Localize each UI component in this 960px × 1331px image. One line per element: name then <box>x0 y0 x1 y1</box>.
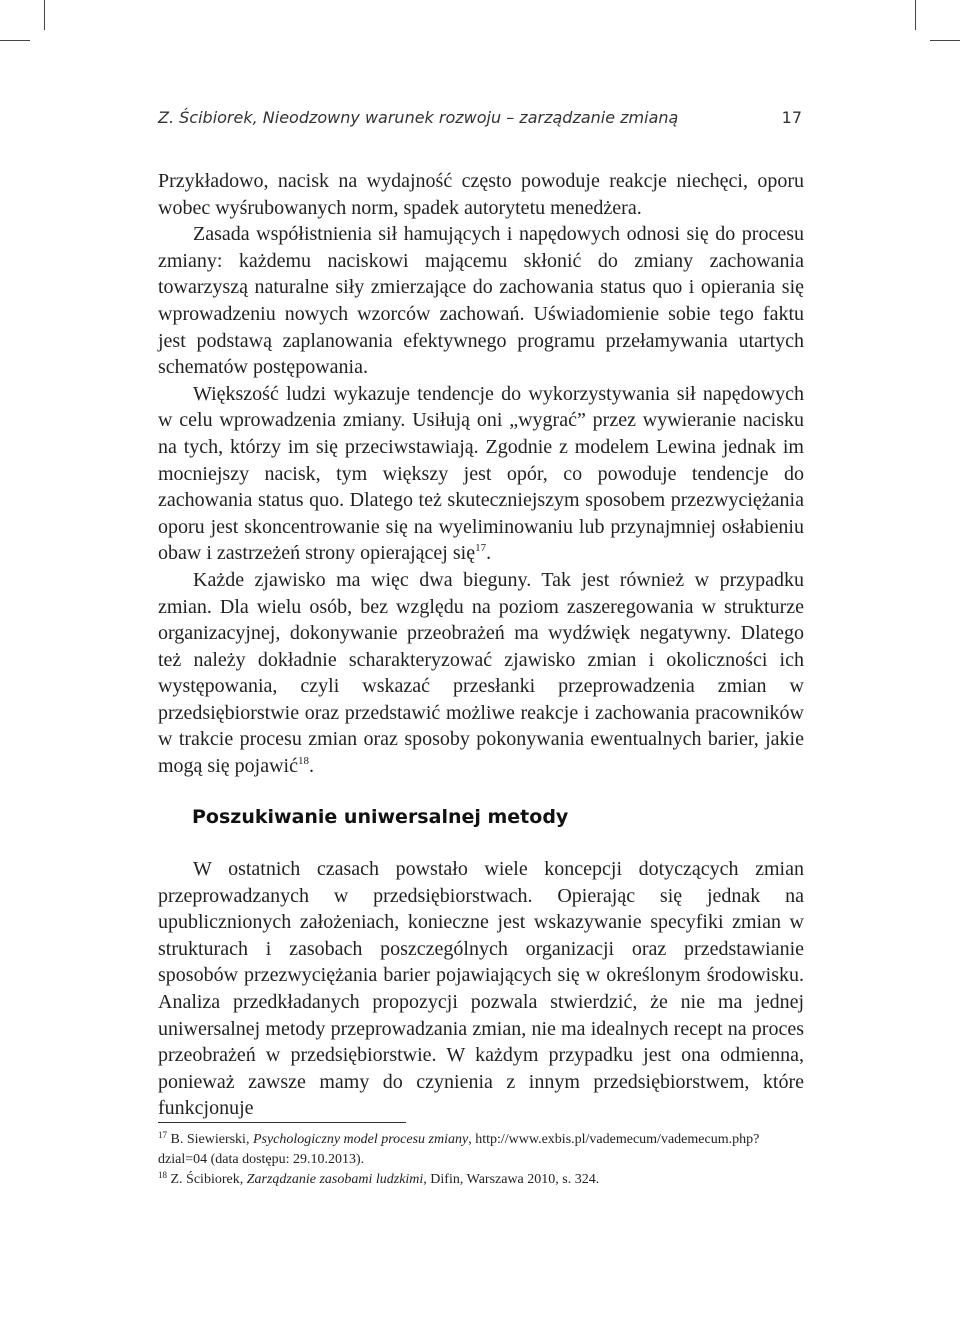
footnote <box>158 1170 804 1190</box>
paragraph-text: Większość ludzi wykazuje tendencje do wykorzystywania sił napędowych w celu wprowadzenia zmiany. Usiłują oni „wygrać” przez wywieranie nacisku na tych, którzy im się przeciwstawiają. Zgodnie z modelem Lewina jednak im mocniejszy nacisk, tym większy jest opór, co powoduje tendencje do zachowania status quo. Dlatego też skuteczniejszym sposobem przezwyciężania oporu jest skoncentrowanie się na wyeliminowaniu lub przynajmniej osłabieniu obaw i zastrzeżeń strony opierającej się <box>158 382 804 565</box>
crop-mark <box>915 0 916 30</box>
paragraph <box>158 381 804 567</box>
paragraph-end: . <box>486 542 492 565</box>
running-header <box>158 108 802 127</box>
paragraph-end: . <box>308 755 314 778</box>
section-heading: Poszukiwanie uniwersalnej metody <box>192 806 569 828</box>
paragraph-text: Każde zjawisko ma więc dwa bieguny. Tak jest również w przypadku zmian. Dla wielu osób, bez względu na poziom zaszeregowania w strukturze organizacyjnej, dokonywanie przeobrażeń ma wydźwięk negatywny. Dlatego też należy dokładnie scharakteryzować zjawisko zmian i okoliczności ich występowania, czyli wskazać przesłanki przeprowadzenia zmian w przedsiębiorstwie oraz przedstawić możliwe reakcje i zachowania pracowników w trakcie procesu zmian oraz sposoby pokonywania ewentualnych barier, jakie mogą się pojawić <box>158 568 804 778</box>
crop-mark <box>930 40 960 41</box>
paragraph: W ostatnich czasach powstało wiele koncepcji dotyczących zmian przeprowadzanych w przedsiębiorstwach. Opierając się jednak na upublicznionych założeniach, konieczne jest wskazywanie specyfiki zmian w strukturach i zasobach poszczególnych organizacji oraz przedstawianie sposobów przezwyciężania barier pojawiających się w określonym środowisku. Analiza przedkładanych propozycji pozwala stwierdzić, że nie ma jednej uniwersalnej metody przeprowadzania zmian, nie ma idealnych recept na proces przeobrażeń w przedsiębiorstwie. W każdym przypadku jest ona odmienna, ponieważ zawsze mamy do czynienia z innym przedsiębiorstwem, które funkcjonuje <box>158 858 804 1120</box>
footnote-number: 17 <box>158 1130 167 1140</box>
footnote-ref[interactable]: 17 <box>475 542 487 555</box>
paragraph <box>158 221 804 381</box>
paragraph <box>158 567 804 780</box>
body-section-2 <box>158 856 804 1122</box>
crop-mark <box>44 0 45 30</box>
footnote-rest: , Difin, Warszawa 2010, s. 324. <box>423 1172 600 1187</box>
footnote-author: Z. Ścibiorek, <box>170 1172 247 1187</box>
footnote-author: B. Siewierski, <box>170 1132 253 1147</box>
footnote-title: Zarządzanie zasobami ludzkimi <box>246 1172 424 1187</box>
footnote-rest[interactable]: , http://www.exbis.pl/vademecum/vademecum.php?dzial=04 (data dostępu: 29.10.2013). <box>158 1132 760 1167</box>
footnote-ref[interactable]: 18 <box>297 755 309 768</box>
footnote-title: Psychologiczny model procesu zmiany <box>252 1132 469 1147</box>
footnote <box>158 1130 804 1170</box>
paragraph: Przykładowo, nacisk na wydajność często powoduje reakcje niechęci, oporu wobec wyśrubowanych norm, spadek autorytetu menedżera. <box>158 170 804 219</box>
page-number: 17 <box>781 108 802 127</box>
running-title: Z. Ścibiorek, Nieodzowny warunek rozwoju – zarządzanie zmianą <box>158 108 679 127</box>
crop-mark <box>0 40 30 41</box>
paragraph-text: Zasada współistnienia sił hamujących i napędowych odnosi się do procesu zmiany: każdemu naciskowi mającemu skłonić do zmiany zachowania towarzyszą naturalne siły zmierzające do zachowania status quo i opierania się wprowadzeniu nowych wzorców zachowań. Uświadomienie sobie tego faktu jest podstawą zaplanowania efektywnego programu przełamywania utartych schematów postępowania. <box>158 223 804 379</box>
footnote-number: 18 <box>158 1170 167 1180</box>
footnotes <box>158 1130 804 1190</box>
footnote-separator <box>158 1122 406 1123</box>
body-section-1 <box>158 168 804 780</box>
